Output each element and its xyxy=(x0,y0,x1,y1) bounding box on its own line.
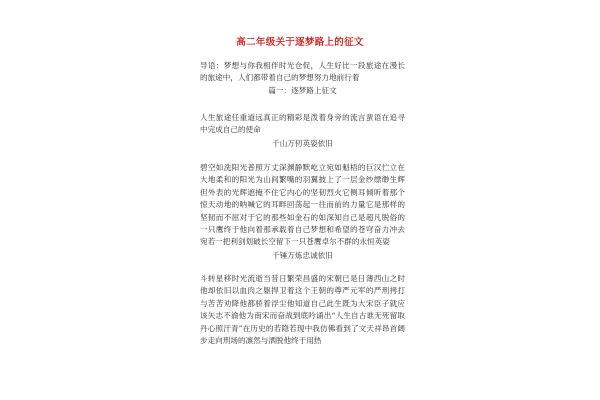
subheading-2: 千锤万炼忠诚依旧 xyxy=(272,251,333,260)
paragraph-2: 碧空如洗阳光普照万丈深渊静默屹立宛如魁梧的巨汉伫立在大地柔和的阳光为山间繁嘴的羽翼披上了一层金纱缥缈生辉但外表的光辉遮掩不住它内心的坚韧烈火它侧耳倾听着那个惊天动地的呐喊它的耳畔回荡起一往而前的力量它是那样的坚韧而不屈对于它的那些如金石的如深知自己是超凡脱俗的一只鹰终于他向着那承载着自己梦想和希望的苍穹奋力冲去宛若一把利剑划破长空留下一只苍鹰卓尔不群的永恒英姿 xyxy=(200,163,405,247)
section-heading: 篇一：逐梦路上征文 xyxy=(268,86,337,95)
paragraph-1: 人生旅途任重道远真正的精彩是泼着身旁的流言蜚语在追寻中完成自己的使命 xyxy=(200,113,405,135)
document-title: 高二年级关于逐梦路上的征文 xyxy=(236,37,364,48)
paragraph-3: 斗转星移时光流逝当昔日繁荣昌盛的宋朝已是日薄西山之时他却依旧以血肉之躯捍卫着这个王朝的尊严元军的严刑拷打与苦苦劝降他都骄着浮尘他知道自己此生既为大宋臣子就应该矢志不渝他为南宋而奋战到底吟诵出“人生自古谁无死留取丹心照汗青”在历史的若隐若现中我仿佛看到了文天祥昂首阔步走向刑场的凛然与洒脱他终于用热 xyxy=(200,274,405,346)
intro-paragraph: 导语：梦想与你我相伴时光仓促，人生好比一段旅途在漫长的旅途中，人们都带着自己的梦想努力地前行着 xyxy=(200,61,405,83)
subheading-1: 千山万仞英姿依旧 xyxy=(272,139,333,148)
